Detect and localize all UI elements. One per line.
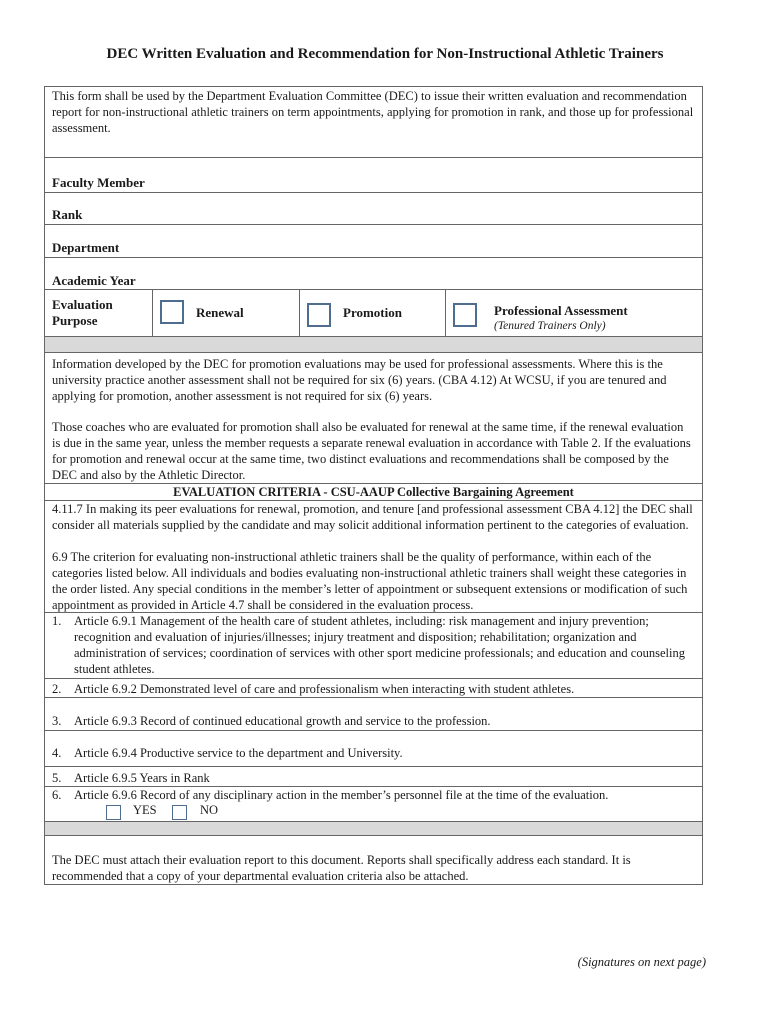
yes-label: YES [133,803,157,817]
evaluation-purpose-label [52,297,113,329]
renewal-checkbox[interactable] [160,300,184,324]
shaded-separator [45,822,702,835]
faculty-member-field-line[interactable] [44,192,703,193]
divider [44,697,703,698]
criteria-item-text: Article 6.9.1 Management of the health care of student athletes, including: risk management and injury prevention; recognition and evaluation of injuries/illnesses; injury treatment and disposition; rehabilitation; organization and administration of services; coordination of services with other sport medicine professionals; and education and counseling student athletes. [74,614,685,676]
criteria-item-text: Article 6.9.3 Record of continued educational growth and service to the profession. [74,714,491,728]
criteria-item-number: 4. [52,746,62,760]
info-paragraph-2: Those coaches who are evaluated for promotion shall also be evaluated for renewal at the same time, if the renewal evaluation is due in the same year, unless the member requests a separate renewal evaluation in accordance with Table 2. If the evaluations for promotion and renewal occur at the same time, two distinct evaluations and recommendations shall be composed by the DEC and also by the Athletic Director. [52,420,691,482]
closing-note: The DEC must attach their evaluation report to this document. Reports shall specifically address each standard. It is recommended that a copy of your departmental evaluation criteria also be attached. [52,853,631,883]
shaded-separator [45,337,702,352]
rank-label: Rank [52,207,83,222]
divider [152,289,153,336]
criteria-heading: EVALUATION CRITERIA - CSU-AAUP Collective Bargaining Agreement [173,485,574,499]
professional-assessment-label: Professional Assessment [494,303,628,318]
criteria-item-text: Article 6.9.2 Demonstrated level of care and professionalism when interacting with student athletes. [74,682,575,696]
renewal-label: Renewal [196,305,244,320]
department-label: Department [52,240,120,255]
promotion-checkbox[interactable] [307,303,331,327]
criteria-item-text: Article 6.9.5 Years in Rank [74,771,210,785]
tenured-note: (Tenured Trainers Only) [494,320,606,332]
signatures-next-page-note: (Signatures on next page) [577,955,706,969]
criteria-item-text: Article 6.9.4 Productive service to the department and University. [74,746,403,760]
evaluation-purpose-line2: Purpose [52,313,98,328]
academic-year-field-line[interactable] [44,289,703,290]
criteria-item-number: 6. [52,788,62,802]
form-title: DEC Written Evaluation and Recommendation for Non-Instructional Athletic Trainers [106,46,664,62]
divider [44,884,703,885]
divider [44,730,703,731]
academic-year-label: Academic Year [52,273,136,288]
divider [44,352,703,353]
criteria-item-number: 2. [52,682,62,696]
divider [44,766,703,767]
criteria-item-text: Article 6.9.6 Record of any disciplinary action in the member’s personnel file at the time of the evaluation. [74,788,609,802]
promotion-label: Promotion [343,305,402,320]
faculty-member-label: Faculty Member [52,175,145,190]
criteria-item-number: 5. [52,771,62,785]
divider [44,86,703,87]
yes-checkbox[interactable] [106,805,121,820]
department-field-line[interactable] [44,257,703,258]
intro-text: This form shall be used by the Department Evaluation Committee (DEC) to issue their written evaluation and recommendation report for non-instructional athletic trainers on term appointments, applying for promotion in rank, and those up for professional assessment. [52,89,694,135]
info-paragraph-1: Information developed by the DEC for promotion evaluations may be used for professional assessments. Where this is the university practice another assessment shall not be required for six (6) years. (CBA 4.12) At WCSU, if you are tenured and applying for promotion, another assessment is not required for six (6) years. [52,357,667,403]
no-label: NO [200,803,219,817]
evaluation-purpose-line1: Evaluation [52,297,113,312]
divider [44,835,703,836]
criteria-paragraph-1: 4.11.7 In making its peer evaluations for renewal, promotion, and tenure [and professional assessment CBA 4.12] the DEC shall consider all materials supplied by the candidate and may solicit additional information pertinent to the categories of evaluation. [52,502,693,532]
criteria-paragraph-2: 6.9 The criterion for evaluating non-instructional athletic trainers shall be the quality of performance, within each of the categories listed below. All individuals and bodies evaluating non-instructional athletic trainers shall weight these categories in the order listed. Any special conditions in the member’s letter of appointment or subsequent extensions or modification of such appointment as provided in Article 4.7 shall be considered in the evaluation process. [52,550,688,612]
divider [44,157,703,158]
divider [299,289,300,336]
criteria-item-number: 1. [52,614,62,628]
divider [445,289,446,336]
divider [44,678,703,679]
no-checkbox[interactable] [172,805,187,820]
professional-assessment-checkbox[interactable] [453,303,477,327]
criteria-item-number: 3. [52,714,62,728]
rank-field-line[interactable] [44,224,703,225]
